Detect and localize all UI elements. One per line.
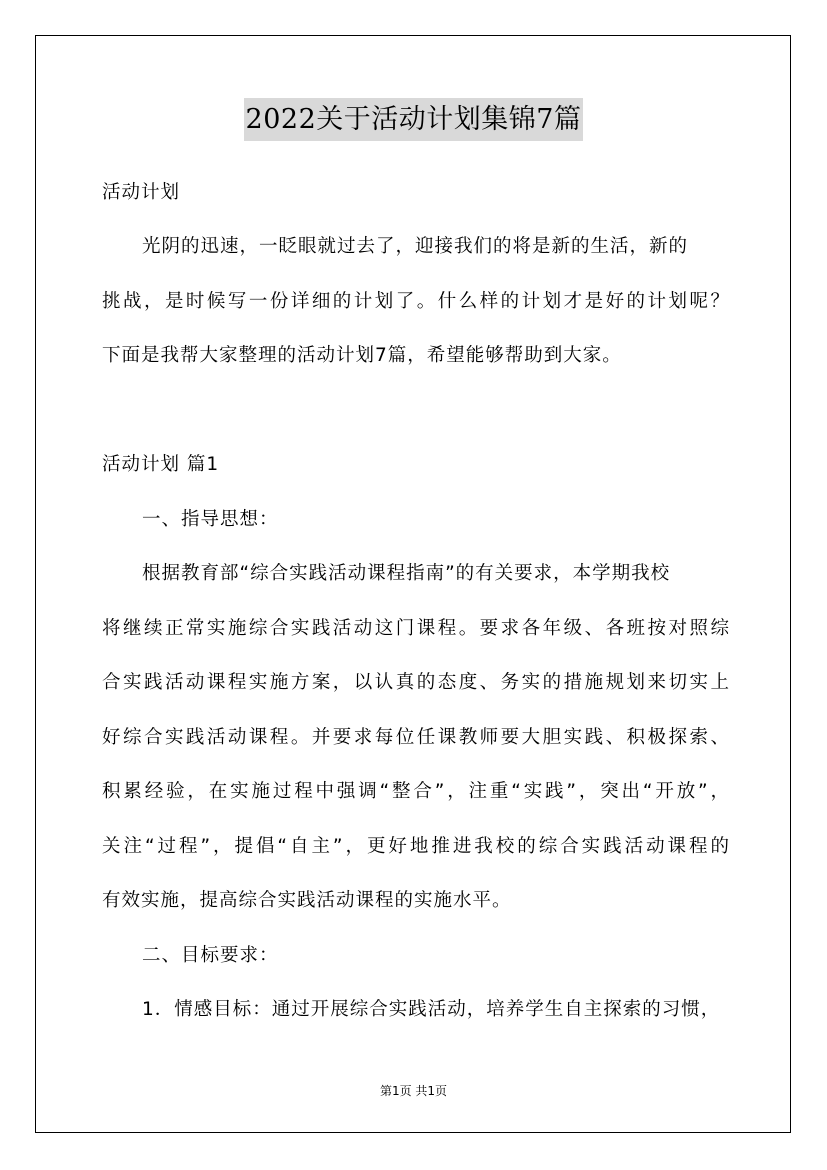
- document-title: 2022关于活动计划集锦7篇: [244, 98, 584, 141]
- chapter-heading: 活动计划 篇1: [102, 454, 220, 475]
- body-line-3: 合实践活动课程实施方案，以认真的态度、务实的措施规划来切实上: [102, 672, 730, 693]
- body-line-7: 有效实施，提高综合实践活动课程的实施水平。: [102, 890, 512, 911]
- item2-heading: 二、目标要求：: [142, 945, 279, 966]
- item1-heading: 一、指导思想：: [142, 509, 279, 530]
- item2-line-1: 1．情感目标：通过开展综合实践活动，培养学生自主探索的习惯，: [142, 999, 721, 1020]
- body-line-4: 好综合实践活动课程。并要求每位任课教师要大胆实践、积极探索、: [102, 727, 730, 748]
- body-line-1: 根据教育部“综合实践活动课程指南”的有关要求，本学期我校: [142, 563, 671, 584]
- section-label: 活动计划: [102, 182, 181, 203]
- title-container: [0, 98, 827, 141]
- body-line-6: 关注“过程”，提倡“自主”，更好地推进我校的综合实践活动课程的: [102, 836, 730, 857]
- body-line-5: 积累经验，在实施过程中强调“整合”，注重“实践”，突出“开放”，: [102, 781, 730, 802]
- intro-line-2: 挑战，是时候写一份详细的计划了。什么样的计划才是好的计划呢？: [102, 291, 730, 312]
- intro-line-3: 下面是我帮大家整理的活动计划7篇，希望能够帮助到大家。: [102, 345, 622, 366]
- body-line-2: 将继续正常实施综合实践活动这门课程。要求各年级、各班按对照综: [102, 618, 730, 639]
- page-footer: 第1页 共1页: [379, 1084, 448, 1098]
- intro-line-1: 光阴的迅速，一眨眼就过去了，迎接我们的将是新的生活，新的: [142, 236, 689, 257]
